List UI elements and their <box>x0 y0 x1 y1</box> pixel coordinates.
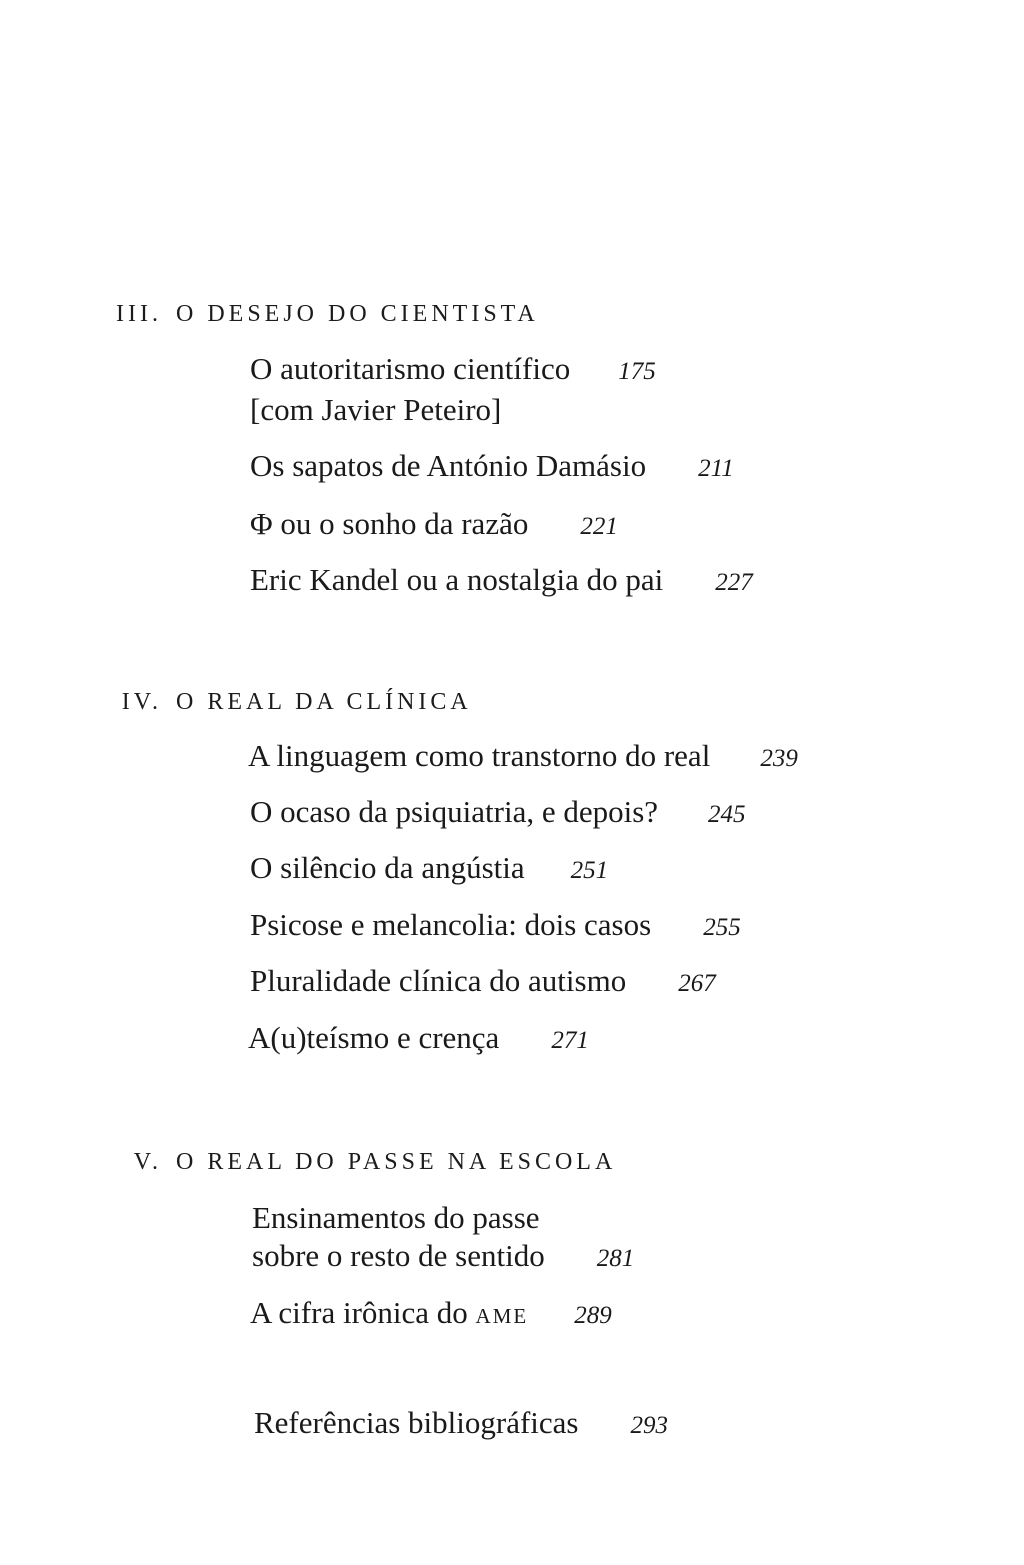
entry-title: O silêncio da angústia <box>250 850 525 885</box>
toc-entry <box>252 1199 634 1278</box>
entry-page-number: 211 <box>698 455 734 482</box>
entry-title-line: sobre o resto de sentido 281 <box>252 1238 635 1273</box>
entry-page-number: 221 <box>580 513 618 540</box>
entry-page-number: 293 <box>630 1412 668 1439</box>
entry-title: Eric Kandel ou a nostalgia do pai <box>250 562 664 597</box>
entry-title: O ocaso da psiquiatria, e depois? <box>250 794 659 829</box>
entry-title: Os sapatos de António Damásio <box>250 448 647 483</box>
entry-page-number: 227 <box>715 569 753 596</box>
entry-title-smallcaps: AME <box>475 1304 529 1328</box>
entry-title: A(u)teísmo e crença <box>248 1020 500 1055</box>
entry-title: A linguagem como transtorno do real <box>248 738 711 773</box>
toc-entry <box>250 447 734 488</box>
entry-title: A cifra irônica do <box>250 1295 476 1330</box>
entry-page-number: 255 <box>703 914 741 941</box>
section-numeral: III. <box>116 301 162 327</box>
entry-page-number: 175 <box>618 358 656 385</box>
section-heading-iv <box>110 690 472 714</box>
section-numeral: IV. <box>121 689 162 715</box>
section-heading-iii <box>98 302 539 326</box>
entry-title: Psicose e melancolia: dois casos <box>250 907 652 942</box>
toc-entry <box>250 350 656 429</box>
section-title: O DESEJO DO CIENTISTA <box>176 301 539 327</box>
entry-title-line: [com Javier Peteiro] <box>250 392 502 427</box>
toc-entry <box>250 962 716 1003</box>
entry-page-number: 289 <box>574 1302 612 1329</box>
section-heading-v <box>126 1150 616 1174</box>
section-title: O REAL DO PASSE NA ESCOLA <box>176 1149 617 1175</box>
toc-entry <box>250 906 741 947</box>
entry-page-number: 267 <box>678 970 716 997</box>
toc-entry <box>248 1019 589 1060</box>
toc-entry <box>250 561 753 602</box>
toc-entry <box>250 505 618 546</box>
entry-title: Pluralidade clínica do autismo <box>250 963 627 998</box>
entry-page-number: 251 <box>570 857 609 884</box>
entry-page-number: 271 <box>551 1027 589 1054</box>
toc-entry <box>248 737 798 778</box>
section-numeral: V. <box>133 1149 162 1175</box>
section-title: O REAL DA CLÍNICA <box>176 689 472 715</box>
entry-title-line: O autoritarismo científico 175 <box>250 351 656 386</box>
entry-title: Referências bibliográficas <box>254 1405 579 1440</box>
toc-entry <box>250 1294 612 1335</box>
toc-entry <box>250 793 746 834</box>
entry-page-number: 245 <box>708 801 746 828</box>
entry-title: Φ ou o sonho da razão <box>250 506 529 541</box>
entry-page-number: 239 <box>760 745 798 772</box>
entry-title-line: Ensinamentos do passe <box>252 1200 540 1235</box>
entry-page-number: 281 <box>596 1245 635 1272</box>
toc-entry <box>250 849 608 890</box>
toc-entry-references <box>254 1404 668 1445</box>
